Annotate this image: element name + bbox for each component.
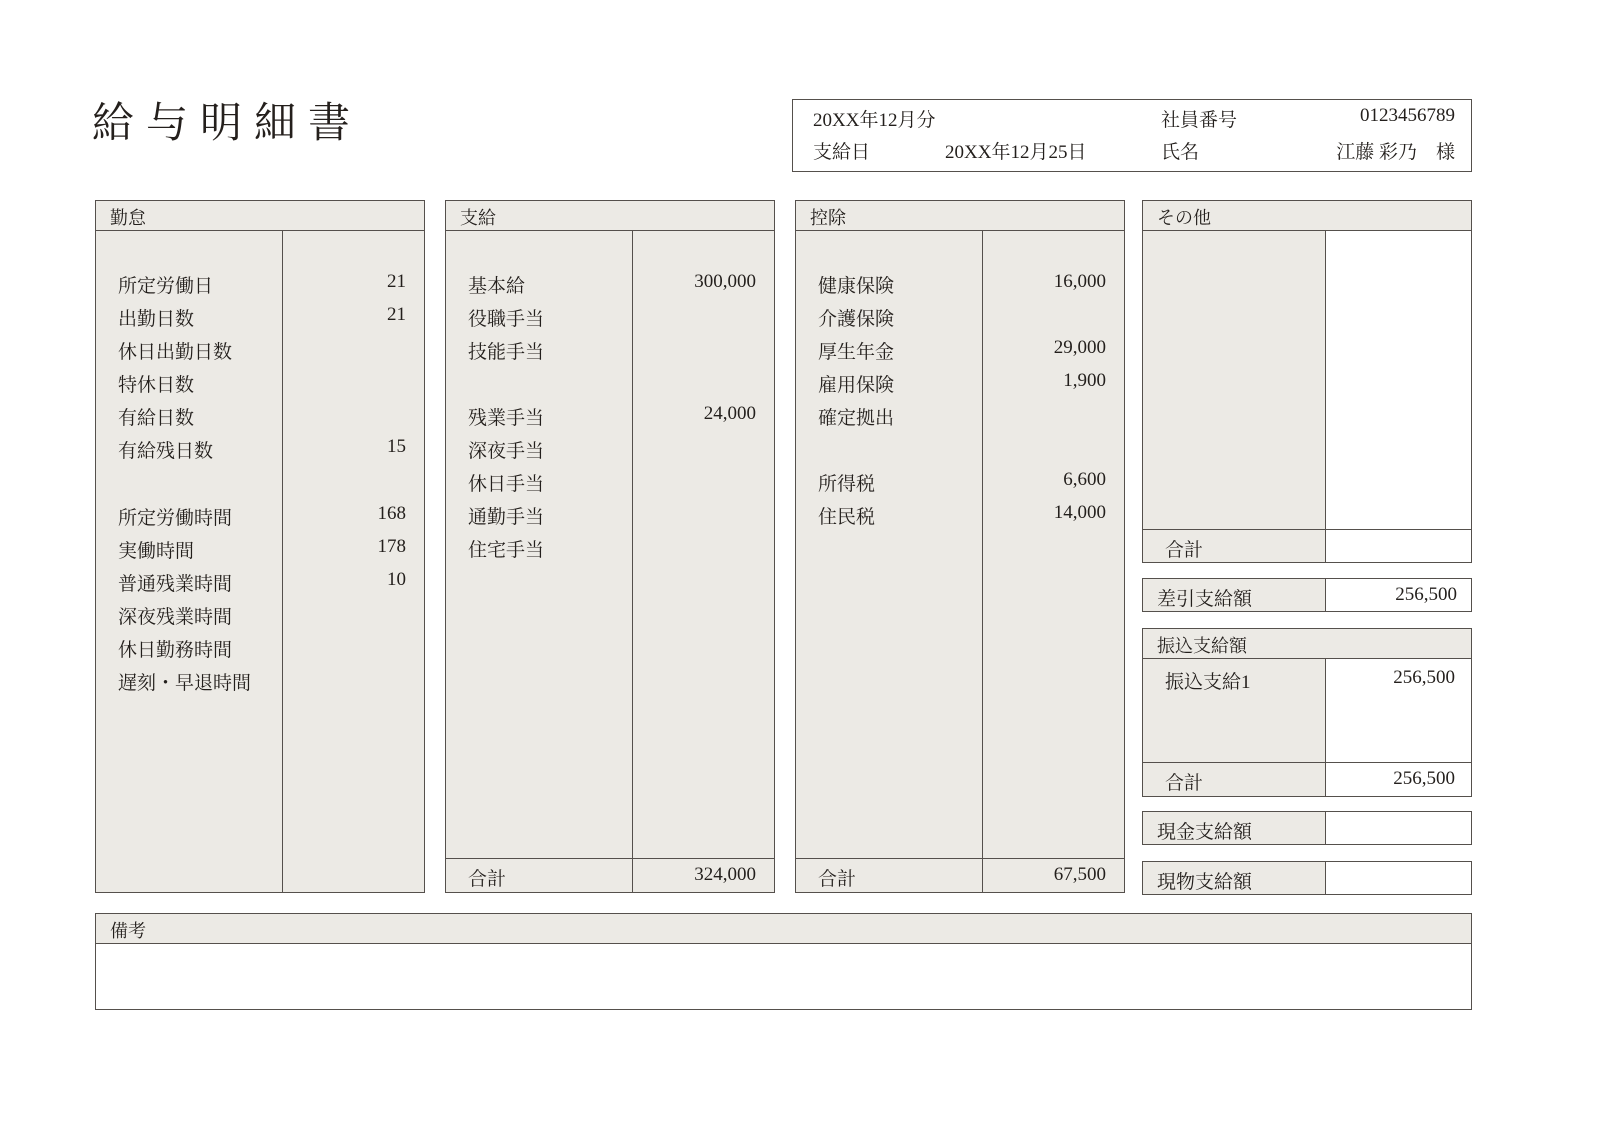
row-label: 深夜残業時間 xyxy=(118,607,233,628)
pay-date-value: 20XX年12月25日 xyxy=(945,142,1087,163)
pay-date-label: 支給日 xyxy=(813,142,871,163)
row-label: 所得税 xyxy=(818,474,876,495)
row-value: 21 xyxy=(387,271,406,292)
row-value: 16,000 xyxy=(1053,271,1106,292)
row-label: 深夜手当 xyxy=(468,441,545,462)
total-value: 67,500 xyxy=(1053,864,1106,885)
row-value: 300,000 xyxy=(694,271,756,292)
transfer-heading: 振込支給額 xyxy=(1143,629,1471,659)
table-row xyxy=(796,399,1124,432)
table-row xyxy=(1143,465,1471,498)
inkind-pay-box xyxy=(1142,861,1472,895)
row-label: 役職手当 xyxy=(468,309,545,330)
earnings-body xyxy=(446,231,774,892)
row-value: 1,900 xyxy=(1063,370,1106,391)
other-heading: その他 xyxy=(1143,201,1471,231)
row-value: 24,000 xyxy=(703,403,756,424)
deductions-block xyxy=(795,200,1125,893)
table-row xyxy=(96,300,424,333)
inkind-pay-value-cell xyxy=(1325,862,1471,894)
table-row xyxy=(96,267,424,300)
table-row-spacer xyxy=(446,366,774,399)
deductions-heading: 控除 xyxy=(796,201,1124,231)
row-label: 有給残日数 xyxy=(118,441,214,462)
table-row xyxy=(1143,366,1471,399)
row-label: 通勤手当 xyxy=(468,507,545,528)
table-row xyxy=(1143,267,1471,300)
table-row xyxy=(96,631,424,664)
row-label: 住宅手当 xyxy=(468,540,545,561)
table-row-spacer xyxy=(796,432,1124,465)
table-row xyxy=(96,565,424,598)
row-label: 休日手当 xyxy=(468,474,545,495)
row-label: 休日勤務時間 xyxy=(118,640,233,661)
table-row xyxy=(96,399,424,432)
total-label: 合計 xyxy=(1165,540,1204,561)
attendance-heading: 勤怠 xyxy=(96,201,424,231)
table-row xyxy=(96,664,424,697)
cash-pay-value-cell xyxy=(1325,812,1471,844)
earnings-heading: 支給 xyxy=(446,201,774,231)
table-row xyxy=(446,432,774,465)
row-label: 住民税 xyxy=(818,507,876,528)
table-row xyxy=(96,499,424,532)
row-label: 基本給 xyxy=(468,276,526,297)
table-row xyxy=(1143,333,1471,366)
row-value: 6,600 xyxy=(1063,469,1106,490)
row-value: 21 xyxy=(387,304,406,325)
row-label: 出勤日数 xyxy=(118,309,195,330)
table-row xyxy=(446,399,774,432)
row-value: 256,500 xyxy=(1393,667,1455,688)
other-body xyxy=(1143,231,1471,562)
cash-pay-box xyxy=(1142,811,1472,845)
remarks-text xyxy=(96,944,1471,960)
row-label: 有給日数 xyxy=(118,408,195,429)
transfer-body xyxy=(1143,659,1471,796)
inkind-pay-label: 現物支給額 xyxy=(1157,872,1253,893)
table-row xyxy=(1143,432,1471,465)
meta-row-top xyxy=(793,105,1471,141)
table-row xyxy=(446,531,774,564)
employee-no-label: 社員番号 xyxy=(1161,110,1238,131)
earnings-total-row xyxy=(446,858,774,892)
employee-name-value: 江藤 彩乃 様 xyxy=(1336,142,1455,163)
row-label: 厚生年金 xyxy=(818,342,895,363)
pay-period: 20XX年12月分 xyxy=(813,110,936,131)
row-value: 10 xyxy=(387,569,406,590)
deductions-total-row xyxy=(796,858,1124,892)
row-label: 実働時間 xyxy=(118,541,195,562)
meta-row-bottom xyxy=(793,137,1471,173)
table-row xyxy=(796,465,1124,498)
row-label: 所定労働日 xyxy=(118,276,214,297)
total-label: 合計 xyxy=(818,869,857,890)
table-row xyxy=(1143,696,1471,729)
net-pay-label: 差引支給額 xyxy=(1157,589,1253,610)
page-title: 給与明細書 xyxy=(92,101,363,147)
remarks-heading: 備考 xyxy=(96,914,1471,944)
table-row xyxy=(96,432,424,465)
remarks-block xyxy=(95,913,1472,1010)
table-row xyxy=(1143,663,1471,696)
net-pay-box xyxy=(1142,578,1472,612)
table-row xyxy=(96,532,424,565)
earnings-block xyxy=(445,200,775,893)
row-label: 技能手当 xyxy=(468,342,545,363)
total-value: 324,000 xyxy=(694,864,756,885)
table-row xyxy=(1143,399,1471,432)
payslip-meta-box xyxy=(792,99,1472,172)
table-row xyxy=(796,300,1124,333)
transfer-total-row xyxy=(1143,762,1471,796)
table-row xyxy=(1143,300,1471,333)
table-row xyxy=(796,366,1124,399)
table-row xyxy=(446,498,774,531)
row-label: 普通残業時間 xyxy=(118,574,233,595)
other-block xyxy=(1142,200,1472,563)
table-row-spacer xyxy=(96,465,424,498)
row-label: 雇用保険 xyxy=(818,375,895,396)
row-label: 特休日数 xyxy=(118,375,195,396)
table-row xyxy=(446,333,774,366)
deductions-body xyxy=(796,231,1124,892)
total-label: 合計 xyxy=(468,869,507,890)
table-row xyxy=(96,366,424,399)
table-row xyxy=(1143,729,1471,762)
row-label: 遅刻・早退時間 xyxy=(118,673,252,694)
attendance-block xyxy=(95,200,425,893)
row-label: 介護保険 xyxy=(818,309,895,330)
table-row xyxy=(96,598,424,631)
row-label: 休日出勤日数 xyxy=(118,342,233,363)
total-value: 256,500 xyxy=(1393,768,1455,789)
row-value: 29,000 xyxy=(1053,337,1106,358)
row-value: 15 xyxy=(387,436,406,457)
total-label: 合計 xyxy=(1165,773,1204,794)
employee-name-label: 氏名 xyxy=(1161,142,1200,163)
table-row xyxy=(796,498,1124,531)
net-pay-value: 256,500 xyxy=(1395,584,1457,605)
table-row xyxy=(96,333,424,366)
transfer-block xyxy=(1142,628,1472,797)
row-label: 健康保険 xyxy=(818,276,895,297)
table-row xyxy=(446,300,774,333)
row-label: 振込支給1 xyxy=(1165,672,1251,693)
row-value: 168 xyxy=(377,503,406,524)
row-value: 178 xyxy=(377,536,406,557)
table-row xyxy=(796,333,1124,366)
table-row xyxy=(446,267,774,300)
other-total-row xyxy=(1143,529,1471,563)
row-value: 14,000 xyxy=(1053,502,1106,523)
cash-pay-label: 現金支給額 xyxy=(1157,822,1253,843)
table-row xyxy=(446,465,774,498)
row-label: 残業手当 xyxy=(468,408,545,429)
row-label: 確定拠出 xyxy=(818,408,895,429)
employee-no-value: 0123456789 xyxy=(1360,105,1455,126)
table-row xyxy=(1143,498,1471,531)
table-row xyxy=(796,267,1124,300)
attendance-body xyxy=(96,231,424,892)
row-label: 所定労働時間 xyxy=(118,508,233,529)
